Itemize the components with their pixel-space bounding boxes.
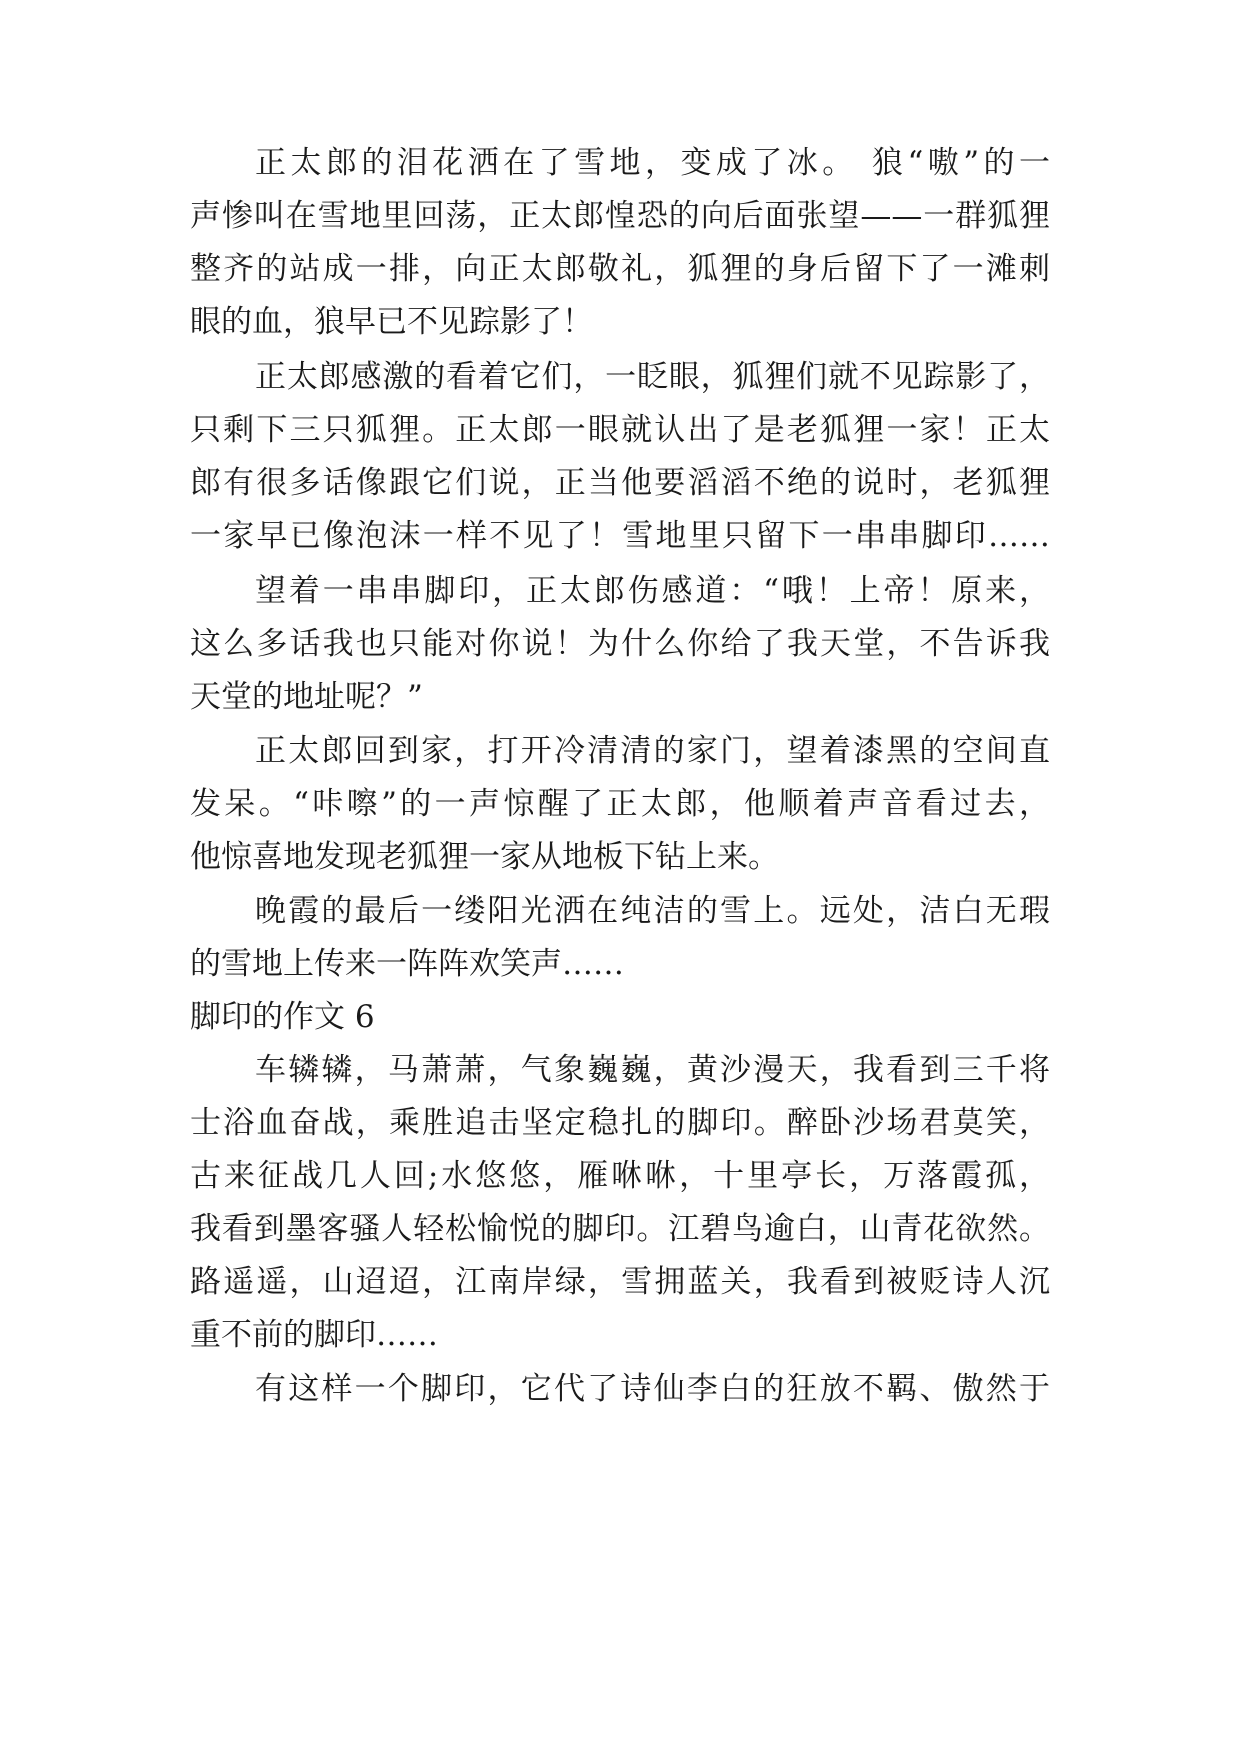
text-line: 眼的血，狼早已不见踪影了！ xyxy=(190,304,593,340)
text-line: 正太郎回到家，打开冷清清的家门，望着漆黑的空间直 xyxy=(255,733,1050,769)
text-line: 发呆。“咔嚓”的一声惊醒了正太郎，他顺着声音看过去， xyxy=(190,786,1050,822)
text-line: 车辚辚，马萧萧，气象巍巍，黄沙漫天，我看到三千将 xyxy=(255,1052,1050,1088)
text-line: 有这样一个脚印，它代了诗仙李白的狂放不羁、傲然于 xyxy=(255,1371,1050,1407)
text-line: 整齐的站成一排，向正太郎敬礼，狐狸的身后留下了一滩刺 xyxy=(190,251,1050,287)
text-line: 他惊喜地发现老狐狸一家从地板下钻上来。 xyxy=(190,839,779,875)
text-line: 重不前的脚印…… xyxy=(190,1317,438,1353)
text-line: 一家早已像泡沫一样不见了！雪地里只留下一串串脚印…… xyxy=(190,518,1050,554)
text-line: 这么多话我也只能对你说！为什么你给了我天堂，不告诉我 xyxy=(190,626,1050,662)
text-line: 声惨叫在雪地里回荡，正太郎惶恐的向后面张望——一群狐狸 xyxy=(190,198,1050,234)
text-line: 天堂的地址呢？” xyxy=(190,679,423,715)
text-line: 正太郎感激的看着它们，一眨眼，狐狸们就不见踪影了， xyxy=(255,359,1050,395)
text-line: 只剩下三只狐狸。正太郎一眼就认出了是老狐狸一家！正太 xyxy=(190,412,1050,448)
text-line: 我看到墨客骚人轻松愉悦的脚印。江碧鸟逾白，山青花欲然。 xyxy=(190,1211,1050,1247)
text-line: 郎有很多话像跟它们说，正当他要滔滔不绝的说时，老狐狸 xyxy=(190,465,1050,501)
section-heading: 脚印的作文 6 xyxy=(190,999,375,1035)
text-line: 正太郎的泪花洒在了雪地，变成了冰。 狼“嗷”的一 xyxy=(255,145,1050,181)
text-line: 士浴血奋战，乘胜追击坚定稳扎的脚印。醉卧沙场君莫笑， xyxy=(190,1105,1050,1141)
text-line: 古来征战几人回;水悠悠，雁咻咻，十里亭长，万落霞孤， xyxy=(190,1158,1050,1194)
document-page xyxy=(190,0,1055,1754)
text-line: 路遥遥，山迢迢，江南岸绿，雪拥蓝关，我看到被贬诗人沉 xyxy=(190,1264,1050,1300)
text-line: 的雪地上传来一阵阵欢笑声…… xyxy=(190,946,624,982)
text-line: 晚霞的最后一缕阳光洒在纯洁的雪上。远处，洁白无瑕 xyxy=(255,893,1050,929)
text-line: 望着一串串脚印，正太郎伤感道：“哦！上帝！原来， xyxy=(255,573,1050,609)
